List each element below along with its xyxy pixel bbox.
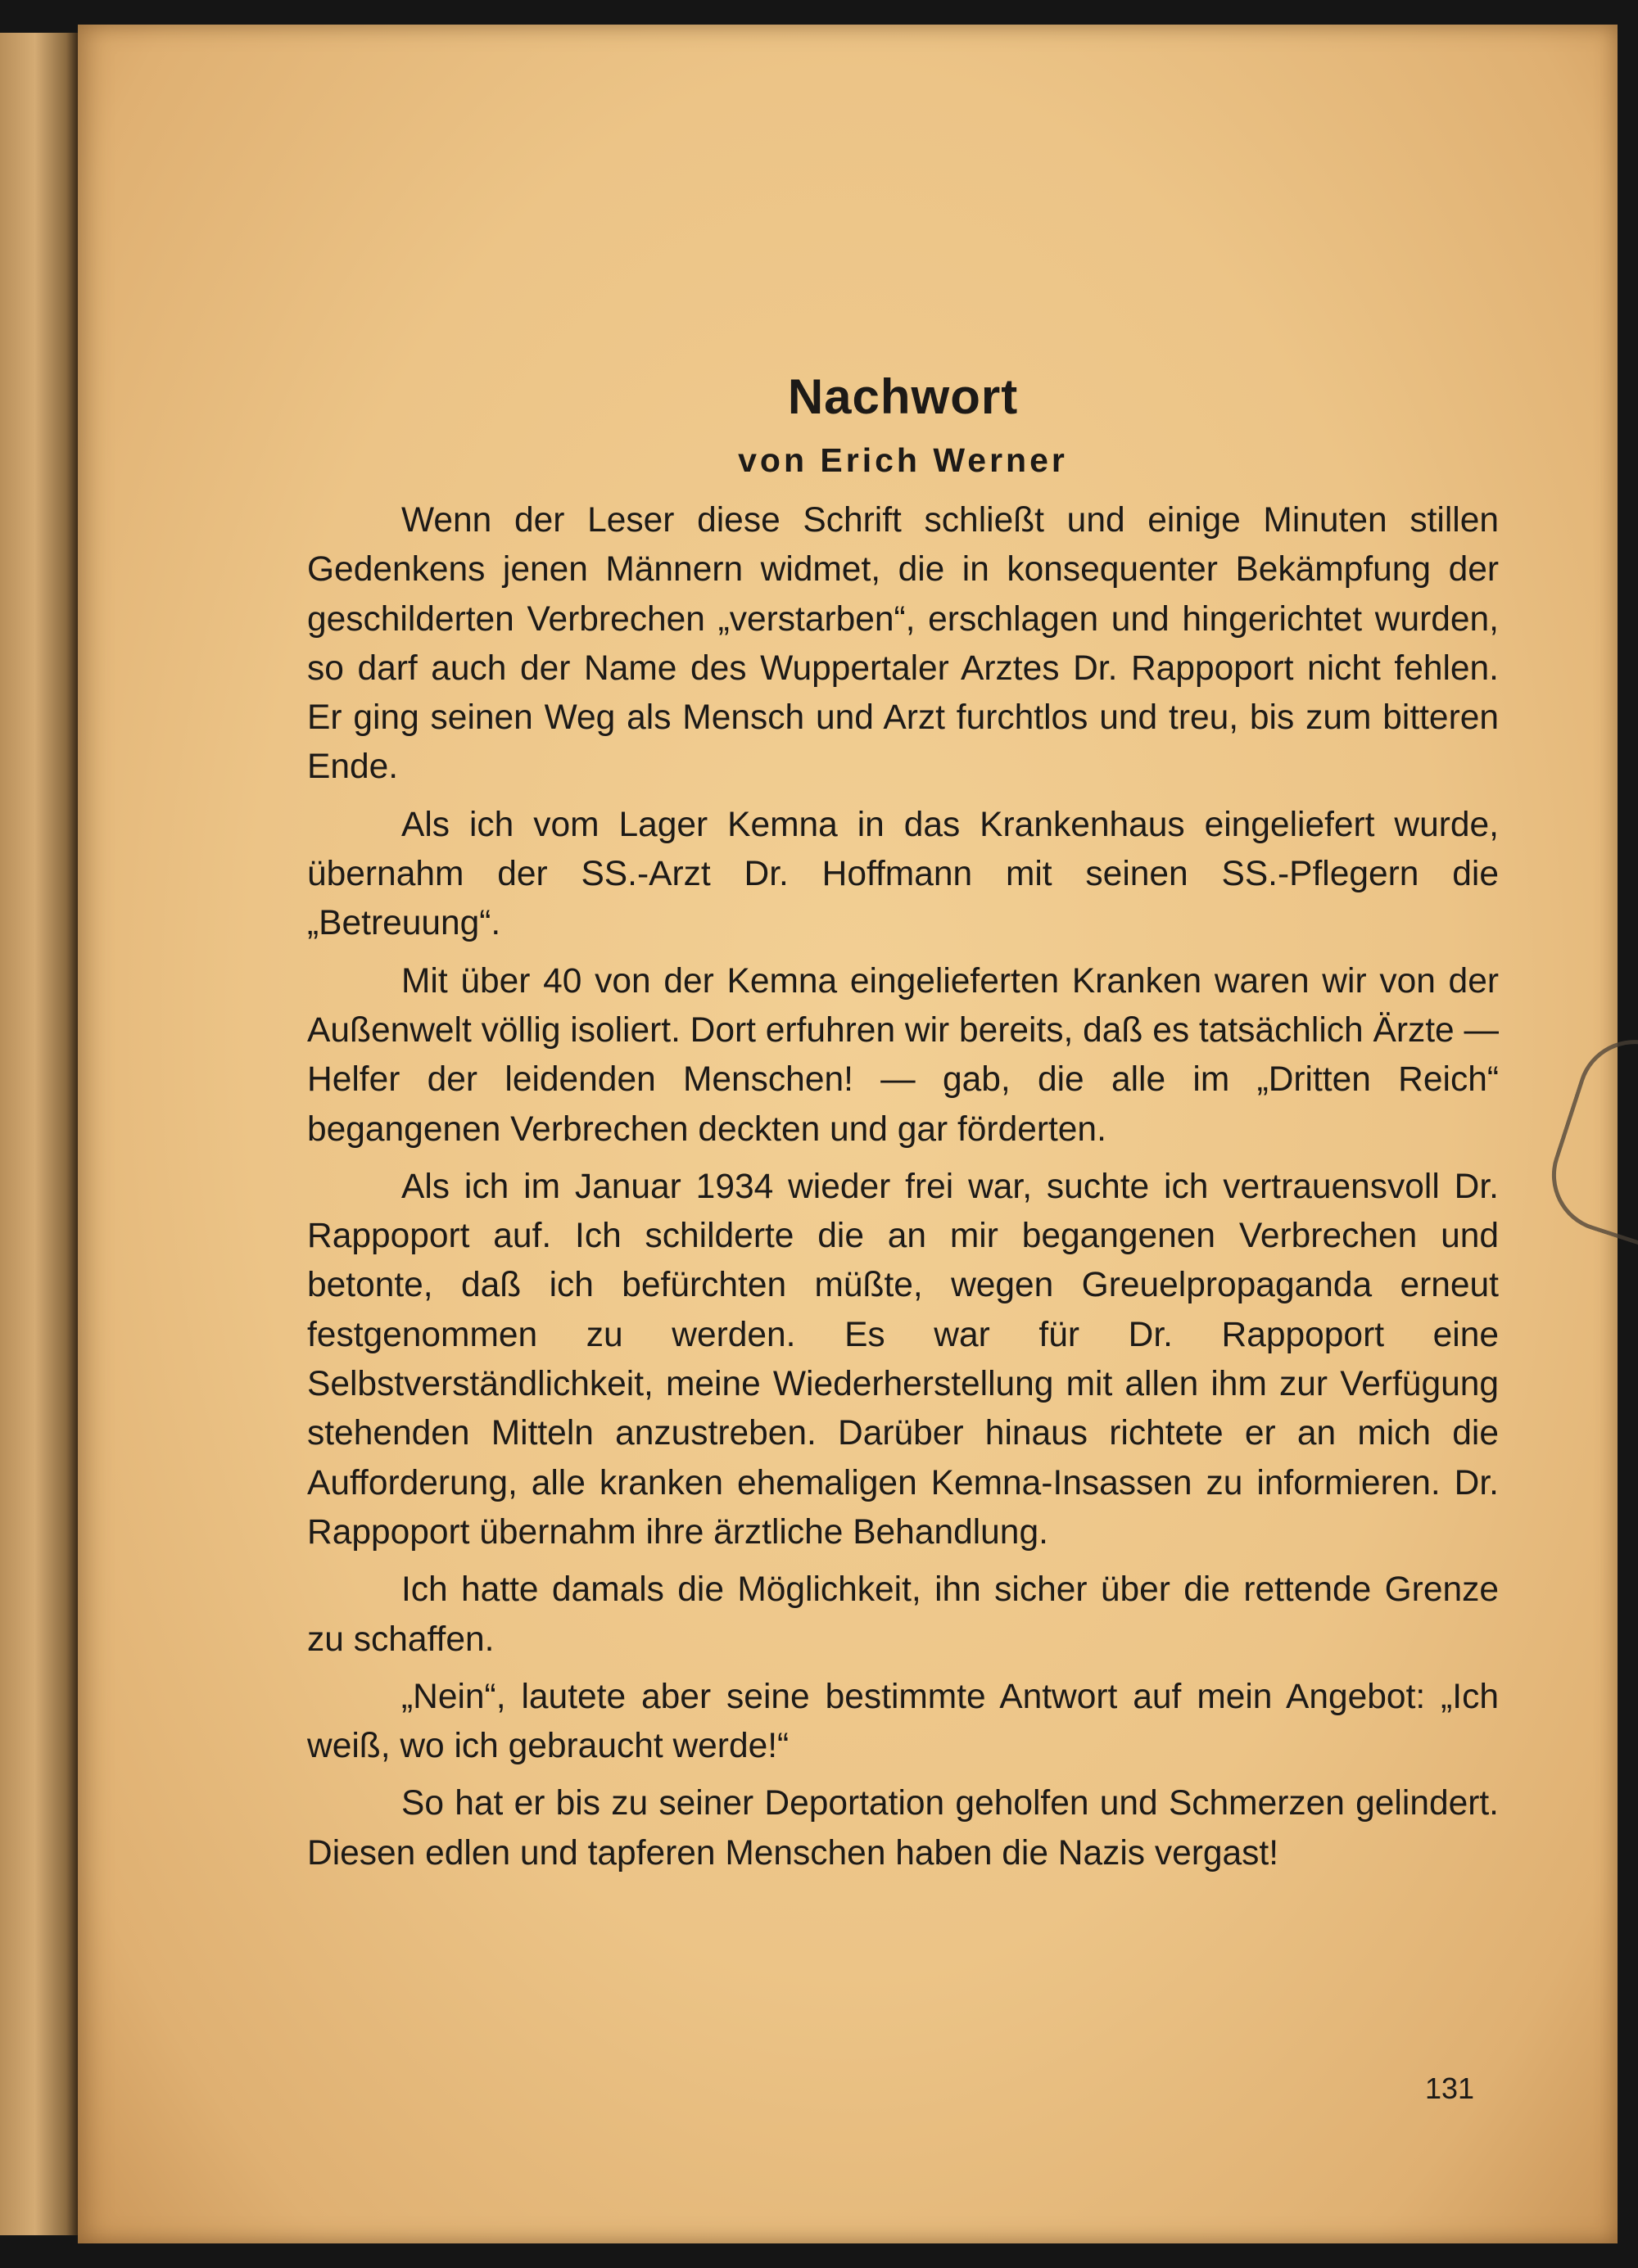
previous-page-edge bbox=[0, 33, 78, 2235]
page-number: 131 bbox=[1425, 2071, 1475, 2105]
paragraph-4: Als ich im Januar 1934 wieder frei war, suchte ich vertrauensvoll Dr. Rappoport auf. Ich schilderte die an mir begangenen Verbrechen und betonte, daß ich befürchten müßte, wegen Greuelpropaganda erneut festgenommen zu werden. Es war für Dr. Rappoport eine Selbstverständlichkeit, meine Wiederherstellung mit allen ihm zur Verfügung stehenden Mitteln anzustreben. Darüber hinaus richtete er an mich die Aufforderung, alle kranken ehemaligen Kemna-Insassen zu informieren. Dr. Rappoport übernahm ihre ärztliche Behandlung. bbox=[307, 1167, 1499, 1552]
paragraph-7: So hat er bis zu seiner Deportation geholfen und Schmerzen gelindert. Diesen edlen und tapferen Menschen haben die Nazis vergast! bbox=[307, 1784, 1499, 1873]
paragraph-6: „Nein“, lautete aber seine bestimmte Antwort auf mein Angebot: „Ich weiß, wo ich gebraucht werde!“ bbox=[307, 1677, 1499, 1766]
author-byline: von Erich Werner bbox=[738, 441, 1068, 479]
text-block bbox=[307, 368, 1499, 1878]
page-title: Nachwort bbox=[787, 369, 1019, 424]
paragraph-1: Wenn der Leser diese Schrift schließt und einige Minuten stillen Gedenkens jenen Männern widmet, die in konsequenter Bekämpfung der geschilderten Verbrechen „verstarben“, erschlagen und hingerichtet wurden, so darf auch der Name des Wuppertaler Arztes Dr. Rappoport nicht fehlen. Er ging seinen Weg als Mensch und Arzt furchtlos und treu, bis zum bitteren Ende. bbox=[307, 501, 1499, 787]
paragraph-3: Mit über 40 von der Kemna eingelieferten Kranken waren wir von der Außenwelt völlig isoliert. Dort erfuhren wir bereits, daß es tatsächlich Ärzte — Helfer der leidenden Menschen! — gab, die alle im „Dritten Reich“ begangenen Verbrechen deckten und gar förderten. bbox=[307, 961, 1500, 1149]
paragraph-2: Als ich vom Lager Kemna in das Krankenhaus eingeliefert wurde, übernahm der SS.-Arzt Dr. Hoffmann mit seinen SS.-Pflegern die „Betreuung“. bbox=[307, 805, 1499, 943]
paragraph-5: Ich hatte damals die Möglichkeit, ihn sicher über die rettende Grenze zu schaffen. bbox=[307, 1570, 1499, 1659]
paper-clip-icon bbox=[1537, 1025, 1638, 1251]
book-page bbox=[78, 25, 1618, 2243]
